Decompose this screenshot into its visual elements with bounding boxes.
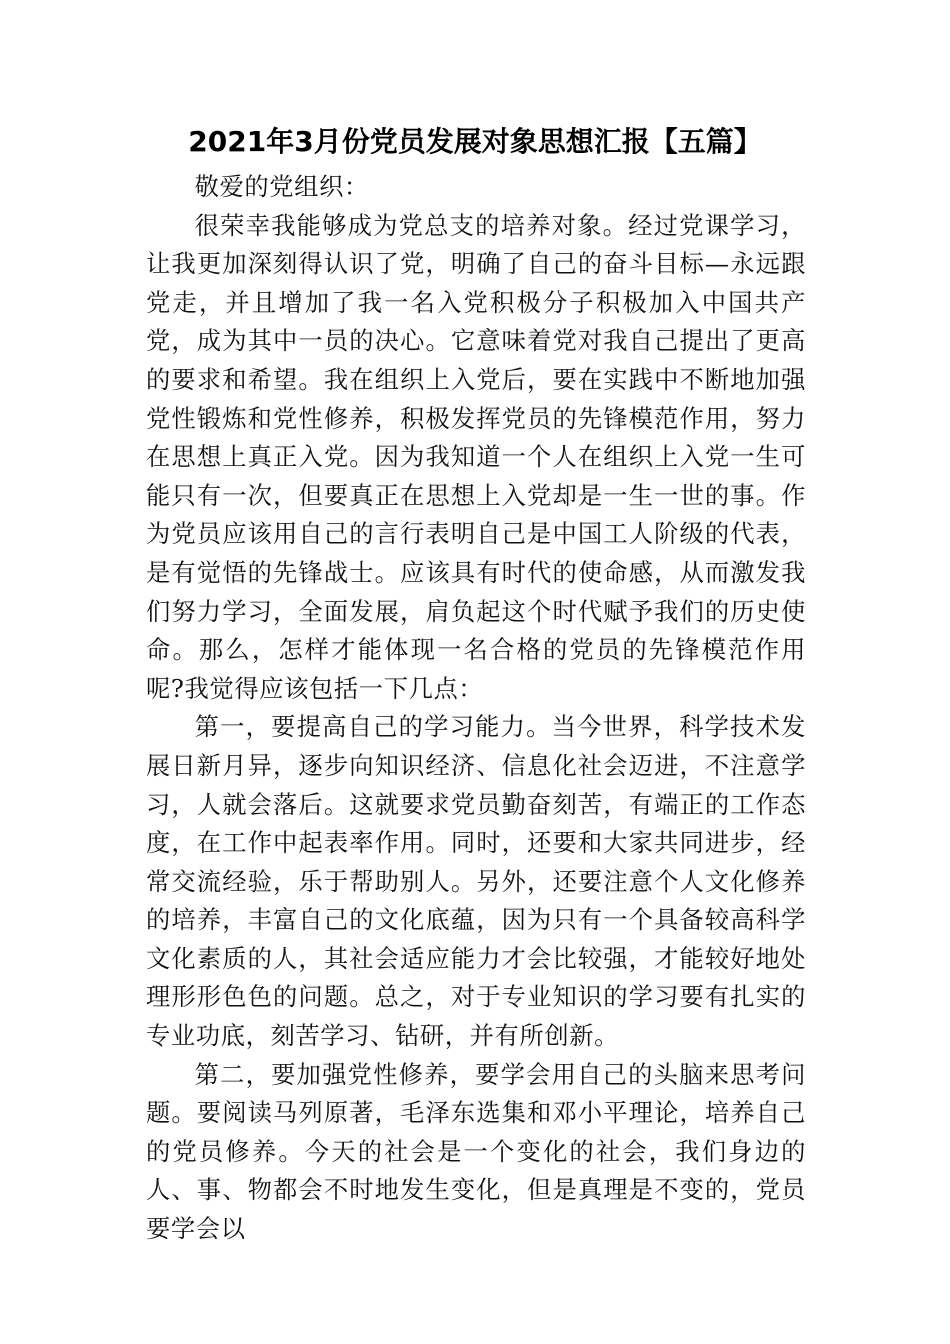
salutation: 敬爱的党组织：	[194, 172, 369, 201]
paragraph-first-point: 第一，要提高自己的学习能力。当今世界，科学技术发展日新月异，逐步向知识经济、信息化社会迈进，不注意学习，人就会落后。这就要求党员勤奋刻苦，有端正的工作态度，在工作中起表率作用。同时，还要和大家共同进步，经常交流经验，乐于帮助别人。另外，还要注意个人文化修养的培养，丰富自己的文化底蕴，因为只有一个具备较高科学文化素质的人，其社会适应能力才会比较强，才能较好地处理形形色色的问题。总之，对于专业知识的学习要有扎实的专业功底，刻苦学习、钻研，并有所创新。	[146, 712, 806, 1051]
document-title: 2021年3月份党员发展对象思想汇报【五篇】	[188, 125, 762, 158]
paragraph-second-point: 第二，要加强党性修养，要学会用自己的头脑来思考问题。要阅读马列原著，毛泽东选集和邓小平理论，培养自己的党员修养。今天的社会是一个变化的社会，我们身边的人、事、物都会不时地发生变化，但是真理是不变的，党员要学会以	[146, 1059, 806, 1244]
document-body	[146, 168, 806, 1249]
paragraph-intro: 很荣幸我能够成为党总支的培养对象。经过党课学习，让我更加深刻得认识了党，明确了自己的奋斗目标—永远跟党走，并且增加了我一名入党积极分子积极加入中国共产党，成为其中一员的决心。它意味着党对我自己提出了更高的要求和希望。我在组织上入党后，要在实践中不断地加强党性锻炼和党性修养，积极发挥党员的先锋模范作用，努力在思想上真正入党。因为我知道一个人在组织上入党一生可能只有一次，但要真正在思想上入党却是一生一世的事。作为党员应该用自己的言行表明自己是中国工人阶级的代表，是有觉悟的先锋战士。应该具有时代的使命感，从而激发我们努力学习，全面发展，肩负起这个时代赋予我们的历史使命。那么，怎样才能体现一名合格的党员的先锋模范作用呢?我觉得应该包括一下几点：	[146, 210, 806, 703]
